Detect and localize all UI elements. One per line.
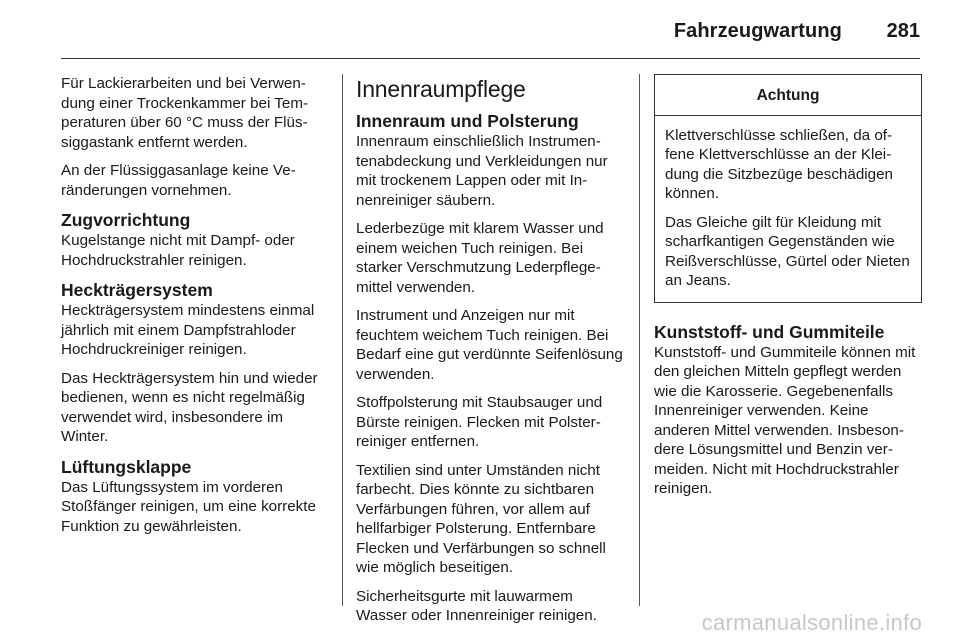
paragraph: Klettverschlüsse schließen, da offene Klettverschlüsse an der Kleidung die Sitzbezüge beschädigen können. xyxy=(665,126,893,202)
warning-box xyxy=(654,74,922,303)
paragraph: Heckträgersystem mindestens einmal jährlich mit einem Dampfstrahloder Hochdruckreiniger reinigen. xyxy=(61,302,315,358)
paragraph: Das Lüftungssystem im vorderen Stoßfänger reinigen, um eine korrekte Funktion zu gewährleisten. xyxy=(61,478,316,535)
paragraph: Textilien sind unter Umständen nicht farbecht. Dies könnte zu sichtbaren Verfärbungen führen, vor allem auf hellfarbiger Polsterung. Entfernbare Flecken und Verfärbungen so schnell wie möglich beseitigen. xyxy=(356,461,606,576)
heading-lueftungsklappe: Lüftungsklappe xyxy=(61,456,192,477)
paragraph: Innenraum einschließlich Instrumentenabdeckung und Verkleidungen nur mit trockenem Lappen oder mit Innenreiniger säubern. xyxy=(356,133,608,209)
column-divider xyxy=(639,74,640,606)
watermark: carmanualsonline.info xyxy=(701,610,922,635)
header-divider xyxy=(61,58,920,59)
paragraph: Das Heckträgersystem hin und wieder bedienen, wenn es nicht regelmäßig verwendet wird, insbesondere im Winter. xyxy=(61,369,318,445)
paragraph: Sicherheitsgurte mit lauwarmem Wasser oder Innenreiniger reinigen. xyxy=(356,587,597,624)
paragraph: Für Lackierarbeiten und bei Verwendung einer Trockenkammer bei Temperaturen über 60 °C muss der Flüssiggastank entfernt werden. xyxy=(61,75,309,151)
page-number: 281 xyxy=(886,20,920,42)
heading-innenraum-polsterung: Innenraum und Polsterung xyxy=(356,111,579,131)
paragraph: Stoffpolsterung mit Staubsauger und Bürste reinigen. Flecken mit Polsterreiniger entfernen. xyxy=(356,394,603,450)
warning-title: Achtung xyxy=(655,75,921,116)
paragraph: Das Gleiche gilt für Kleidung mit scharfkantigen Gegenständen wie Reißverschlüsse, Gürtel oder Nieten an Jeans. xyxy=(665,213,910,289)
page-header xyxy=(0,0,960,60)
column-right xyxy=(654,74,922,508)
section-title: Fahrzeugwartung xyxy=(673,20,842,42)
column-left xyxy=(61,74,329,545)
paragraph: An der Flüssiggasanlage keine Veränderungen vornehmen. xyxy=(61,162,296,199)
heading-innenraumpflege: Innenraumpflege xyxy=(356,76,526,102)
paragraph: Kugelstange nicht mit Dampf- oder Hochdruckstrahler reinigen. xyxy=(61,232,295,269)
heading-kunststoff-gummiteile: Kunststoff- und Gummiteile xyxy=(654,321,885,342)
heading-hecktraegersystem: Heckträgersystem xyxy=(61,280,213,300)
paragraph: Lederbezüge mit klarem Wasser und einem weichen Tuch reinigen. Bei starker Verschmutzung Lederpflegemittel verwenden. xyxy=(356,220,604,296)
paragraph: Kunststoff- und Gummiteile können mit den gleichen Mitteln gepflegt werden wie die Karosserie. Gegebenenfalls Innenreiniger verwenden. Keine anderen Mittel verwenden. Insbesondere Lösungsmittel und Benzin vermeiden. Nicht mit Hochdruckstrahler reinigen. xyxy=(654,343,916,497)
column-middle xyxy=(356,74,626,635)
warning-body xyxy=(655,116,921,302)
paragraph: Instrument und Anzeigen nur mit feuchtem weichem Tuch reinigen. Bei Bedarf eine gut verdünnte Seifenlösung verwenden. xyxy=(356,307,623,383)
heading-zugvorrichtung: Zugvorrichtung xyxy=(61,210,191,230)
column-divider xyxy=(342,74,343,606)
